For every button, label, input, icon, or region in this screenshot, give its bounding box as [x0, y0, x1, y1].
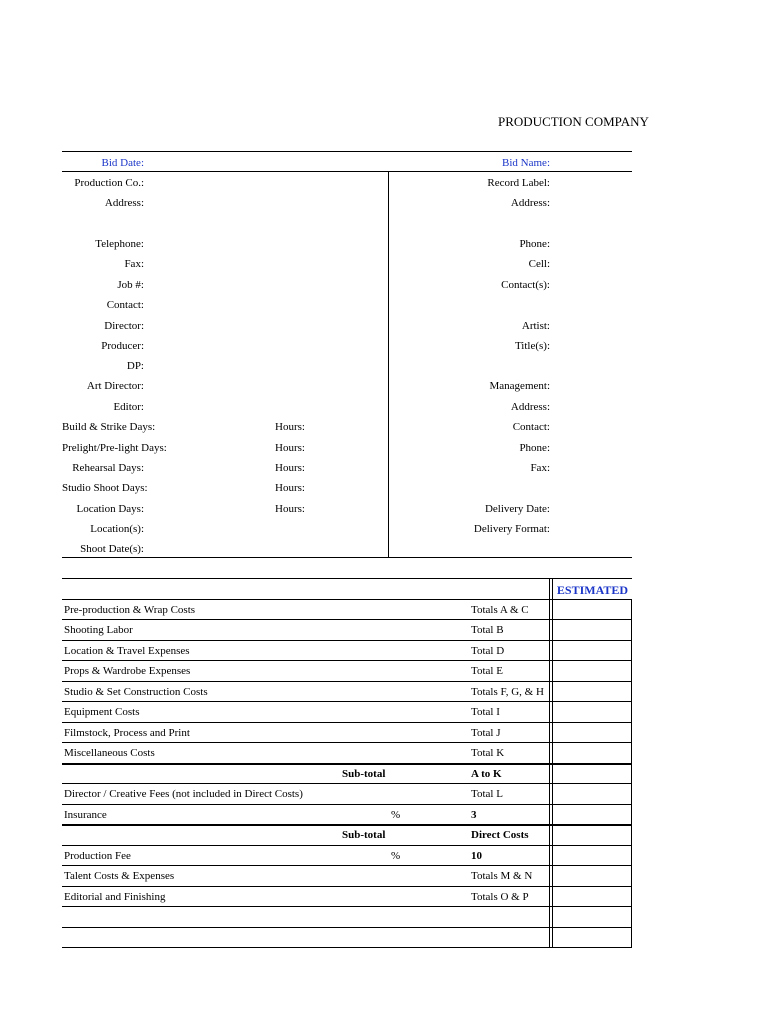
- summary-row-label: Equipment Costs: [64, 706, 140, 718]
- summary-row-total: Total B: [471, 624, 504, 636]
- estimated-amount-cell[interactable]: [553, 600, 632, 618]
- left-field-label: [62, 238, 144, 251]
- estimated-amount-cell[interactable]: [553, 723, 632, 741]
- info-divider: [388, 171, 389, 557]
- summary-row-total: A to K: [471, 768, 502, 780]
- left-field-text: Producer:: [101, 340, 144, 352]
- summary-row-label: Director / Creative Fees (not included in Direct Costs): [64, 788, 303, 800]
- hours-label: Hours:: [275, 462, 305, 474]
- left-field-label: [62, 523, 144, 536]
- summary-row-label: Pre-production & Wrap Costs: [64, 604, 196, 616]
- page-title: PRODUCTION COMPANY: [498, 114, 649, 129]
- left-field-label: [62, 320, 144, 333]
- summary-row-label: Miscellaneous Costs: [64, 747, 155, 759]
- right-field-label: Record Label:: [487, 177, 550, 189]
- summary-row-mid: Sub-total: [342, 829, 386, 841]
- summary-top-rule: [62, 578, 632, 579]
- left-field-label: [62, 279, 144, 292]
- left-field-text: Job #:: [117, 279, 144, 291]
- summary-row-label: Props & Wardrobe Expenses: [64, 665, 191, 677]
- summary-row-rule: [62, 886, 632, 887]
- left-field-text: Studio Shoot Days:: [62, 482, 148, 494]
- summary-row-label: Insurance: [64, 809, 107, 821]
- left-field-label: [62, 462, 144, 475]
- estimated-amount-cell[interactable]: [553, 764, 632, 782]
- summary-row-rule: [62, 927, 632, 928]
- left-field-text: Fax:: [124, 258, 144, 270]
- summary-row-label: Filmstock, Process and Print: [64, 727, 190, 739]
- summary-row-rule: [62, 845, 632, 846]
- summary-row-label: Shooting Labor: [64, 624, 133, 636]
- header-bottom-rule: [62, 171, 632, 172]
- left-field-label: [62, 421, 156, 434]
- summary-row-rule: [62, 783, 632, 784]
- left-field-label: [62, 401, 144, 414]
- estimated-amount-cell[interactable]: [553, 743, 632, 761]
- left-field-text: Location Days:: [76, 503, 144, 515]
- summary-row-total: Total I: [471, 706, 500, 718]
- summary-row-total: Total K: [471, 747, 505, 759]
- hours-label: Hours:: [275, 421, 305, 433]
- summary-row-total: Total L: [471, 788, 503, 800]
- summary-row-total: Totals F, G, & H: [471, 686, 544, 698]
- left-field-text: Art Director:: [86, 380, 144, 392]
- estimated-amount-cell[interactable]: [553, 846, 632, 864]
- estimated-amount-cell[interactable]: [553, 805, 632, 823]
- summary-row-rule: [62, 681, 632, 682]
- summary-row-rule: [62, 722, 632, 723]
- summary-row-label: Talent Costs & Expenses: [64, 870, 175, 882]
- summary-row-rule: [62, 906, 632, 907]
- summary-row-rule: [62, 824, 632, 826]
- estimated-amount-cell[interactable]: [553, 641, 632, 659]
- hours-label: Hours:: [275, 442, 305, 454]
- estimated-right-border: [631, 599, 632, 947]
- right-field-label: Cell:: [528, 258, 550, 270]
- estimated-amount-cell[interactable]: [553, 866, 632, 884]
- left-field-text: Rehearsal Days:: [72, 462, 144, 474]
- summary-row-total: Totals M & N: [471, 870, 533, 882]
- summary-row-total: Total D: [471, 645, 505, 657]
- summary-row-rule: [62, 742, 632, 743]
- summary-row-total: Total E: [471, 665, 503, 677]
- left-field-label: [62, 380, 144, 393]
- left-field-label: [62, 360, 144, 373]
- left-field-label: [62, 503, 144, 516]
- summary-row-label: Location & Travel Expenses: [64, 645, 190, 657]
- estimated-amount-cell[interactable]: [553, 928, 632, 946]
- estimated-amount-cell[interactable]: [553, 825, 632, 843]
- right-field-label: Artist:: [521, 320, 550, 332]
- estimated-amount-cell[interactable]: [553, 907, 632, 925]
- info-bottom-rule: [62, 557, 632, 558]
- left-field-text: Location(s):: [90, 523, 144, 535]
- summary-row-rule: [62, 640, 632, 641]
- right-field-label: Fax:: [530, 462, 550, 474]
- summary-row-rule: [62, 763, 632, 765]
- right-field-label: Title(s):: [514, 340, 550, 352]
- hours-label: Hours:: [275, 482, 305, 494]
- estimated-amount-cell[interactable]: [553, 620, 632, 638]
- left-field-label: [62, 442, 167, 455]
- left-field-label: [62, 482, 148, 495]
- estimated-amount-cell[interactable]: [553, 661, 632, 679]
- left-field-text: Director:: [104, 320, 144, 332]
- right-field-label: Contact:: [512, 421, 550, 433]
- summary-row-mid: %: [391, 809, 401, 821]
- left-field-text: Editor:: [113, 401, 144, 413]
- left-field-label: [62, 258, 144, 271]
- summary-row-label: Studio & Set Construction Costs: [64, 686, 208, 698]
- right-field-label: Delivery Date:: [484, 503, 550, 515]
- summary-row-total: Totals A & C: [471, 604, 529, 616]
- summary-row-mid: Sub-total: [342, 768, 386, 780]
- summary-bottom-rule: [62, 947, 632, 948]
- summary-row-total: 10: [471, 850, 482, 862]
- right-field-label: Management:: [489, 380, 550, 392]
- summary-row-rule: [62, 804, 632, 805]
- right-field-label: Contact(s):: [501, 279, 550, 291]
- header-top-rule: [62, 151, 632, 152]
- left-field-text: Production Co.:: [74, 177, 144, 189]
- left-field-label: [62, 543, 144, 556]
- left-field-text: Telephone:: [95, 238, 144, 250]
- left-field-text: Address:: [104, 197, 144, 209]
- summary-row-rule: [62, 701, 632, 702]
- estimated-amount-cell[interactable]: [553, 784, 632, 802]
- left-field-text: DP:: [126, 360, 144, 372]
- summary-row-total: Total J: [471, 727, 501, 739]
- summary-row-total: Totals O & P: [471, 891, 529, 903]
- summary-row-total: Direct Costs: [471, 829, 529, 841]
- summary-row-rule: [62, 619, 632, 620]
- left-field-label: [62, 340, 144, 353]
- right-field-label: Phone:: [519, 238, 550, 250]
- left-field-text: Shoot Date(s):: [80, 543, 144, 555]
- summary-row-rule: [62, 660, 632, 661]
- right-field-label: Delivery Format:: [473, 523, 550, 535]
- summary-row-mid: %: [391, 850, 401, 862]
- right-field-label: Address:: [510, 401, 550, 413]
- summary-row-label: Editorial and Finishing: [64, 891, 166, 903]
- left-field-label: [62, 177, 144, 190]
- bid-date-label: Bid Date:: [101, 157, 144, 169]
- estimated-amount-cell[interactable]: [553, 702, 632, 720]
- estimated-header: ESTIMATED: [556, 583, 629, 597]
- hours-label: Hours:: [275, 503, 305, 515]
- summary-row-rule: [62, 865, 632, 866]
- left-field-text: Contact:: [106, 299, 144, 311]
- summary-row-label: Production Fee: [64, 850, 131, 862]
- estimated-amount-cell[interactable]: [553, 887, 632, 905]
- right-field-label: Address:: [510, 197, 550, 209]
- left-field-label: [62, 197, 144, 210]
- bid-name-label: Bid Name:: [502, 157, 550, 169]
- summary-row-total: 3: [471, 809, 477, 821]
- estimated-amount-cell[interactable]: [553, 682, 632, 700]
- left-field-label: [62, 299, 144, 312]
- left-field-text: Build & Strike Days:: [62, 421, 156, 433]
- summary-row-rule: [62, 599, 632, 600]
- right-field-label: Phone:: [519, 442, 550, 454]
- left-field-text: Prelight/Pre-light Days:: [62, 442, 167, 454]
